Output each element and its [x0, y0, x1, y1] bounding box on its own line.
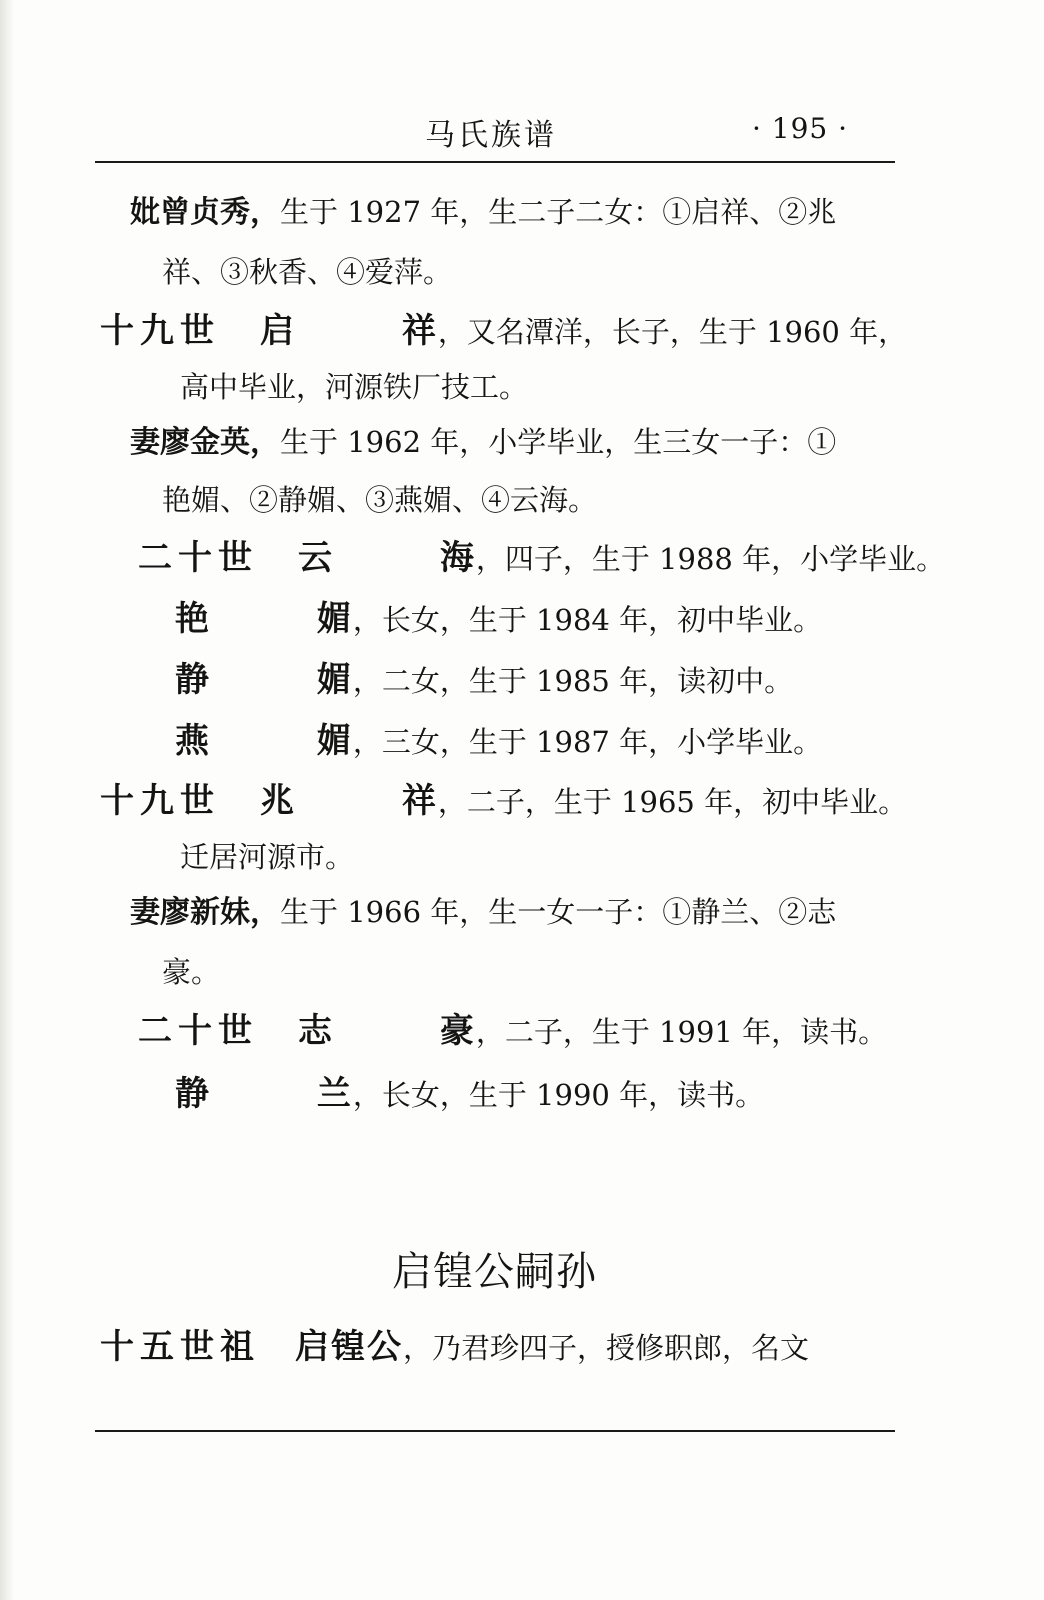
continuation-line	[162, 955, 221, 989]
entry-text: ，三女，生于 1987 年，小学毕业。	[352, 725, 823, 759]
entry-text: ，长女，生于 1984 年，初中毕业。	[352, 603, 823, 637]
entry-text: 祥、③秋香、④爱萍。	[162, 255, 453, 289]
entry-text: 高中毕业，河源铁厂技工。	[180, 370, 529, 404]
person-name: 燕 媚	[175, 721, 399, 761]
entry-text: ，四子，生于 1988 年，小学毕业。	[475, 542, 946, 576]
running-header-title: 马氏族谱	[425, 118, 557, 153]
person-name: 启锽公	[295, 1327, 403, 1367]
generation-label: 十九世	[100, 781, 220, 821]
section-heading: 启锽公嗣孙	[392, 1249, 597, 1295]
wife-entry-zeng-zhenxiu	[130, 195, 837, 230]
page-edge-shadow	[0, 0, 14, 1600]
person-entry-qihuang	[100, 1327, 810, 1367]
generation-label: 二十世	[138, 538, 258, 578]
person-name: 志 豪	[298, 1011, 522, 1051]
entry-text: 艳媚、②静媚、③燕媚、④云海。	[162, 483, 598, 517]
continuation-line	[180, 840, 355, 874]
wife-entry-liao-xinmei	[130, 895, 837, 930]
person-entry-yanmei-2	[175, 721, 823, 761]
person-entry-zhaoxiang	[100, 781, 908, 821]
header-rule	[95, 161, 895, 163]
wife-name: 妻廖金英，	[130, 425, 280, 460]
continuation-line	[162, 255, 453, 289]
entry-text: 生于 1966 年，生一女一子：①静兰、②志	[280, 895, 837, 929]
footer-rule	[95, 1430, 895, 1432]
person-entry-qixiang	[100, 311, 908, 351]
wife-name: 妻廖新妹，	[130, 895, 280, 930]
generation-label: 十九世	[100, 311, 220, 351]
person-name: 静 媚	[175, 660, 399, 700]
person-name: 云 海	[298, 538, 522, 578]
person-name: 艳 媚	[175, 599, 399, 639]
entry-text: ，乃君珍四子，授修职郎，名文	[403, 1331, 810, 1365]
generation-label: 二十世	[138, 1011, 258, 1051]
entry-text: ，二子，生于 1991 年，读书。	[475, 1015, 888, 1049]
entry-text: ，又名潭洋，长子，生于 1960 年，	[437, 315, 908, 349]
entry-text: ，二女，生于 1985 年，读初中。	[352, 664, 794, 698]
entry-text: 豪。	[162, 955, 221, 989]
entry-text: ，长女，生于 1990 年，读书。	[352, 1078, 765, 1112]
wife-entry-liao-jinying	[130, 425, 837, 460]
entry-text: ，二子，生于 1965 年，初中毕业。	[437, 785, 908, 819]
person-entry-zhihao	[138, 1011, 888, 1051]
person-entry-yanmei	[175, 599, 823, 639]
person-name: 兆 祥	[260, 781, 484, 821]
wife-name: 妣曾贞秀，	[130, 195, 280, 230]
continuation-line	[180, 370, 529, 404]
person-entry-jinglan	[175, 1074, 765, 1114]
person-name: 启 祥	[260, 311, 484, 351]
person-name: 静 兰	[175, 1074, 399, 1114]
entry-text: 生于 1927 年，生二子二女：①启祥、②兆	[280, 195, 837, 229]
entry-text: 迁居河源市。	[180, 840, 355, 874]
continuation-line	[162, 483, 598, 517]
entry-text: 生于 1962 年，小学毕业，生三女一子：①	[280, 425, 837, 459]
page-number: · 195 ·	[752, 112, 849, 145]
generation-label: 十五世祖	[100, 1327, 260, 1367]
person-entry-jingmei	[175, 660, 794, 700]
person-entry-yunhai	[138, 538, 946, 578]
